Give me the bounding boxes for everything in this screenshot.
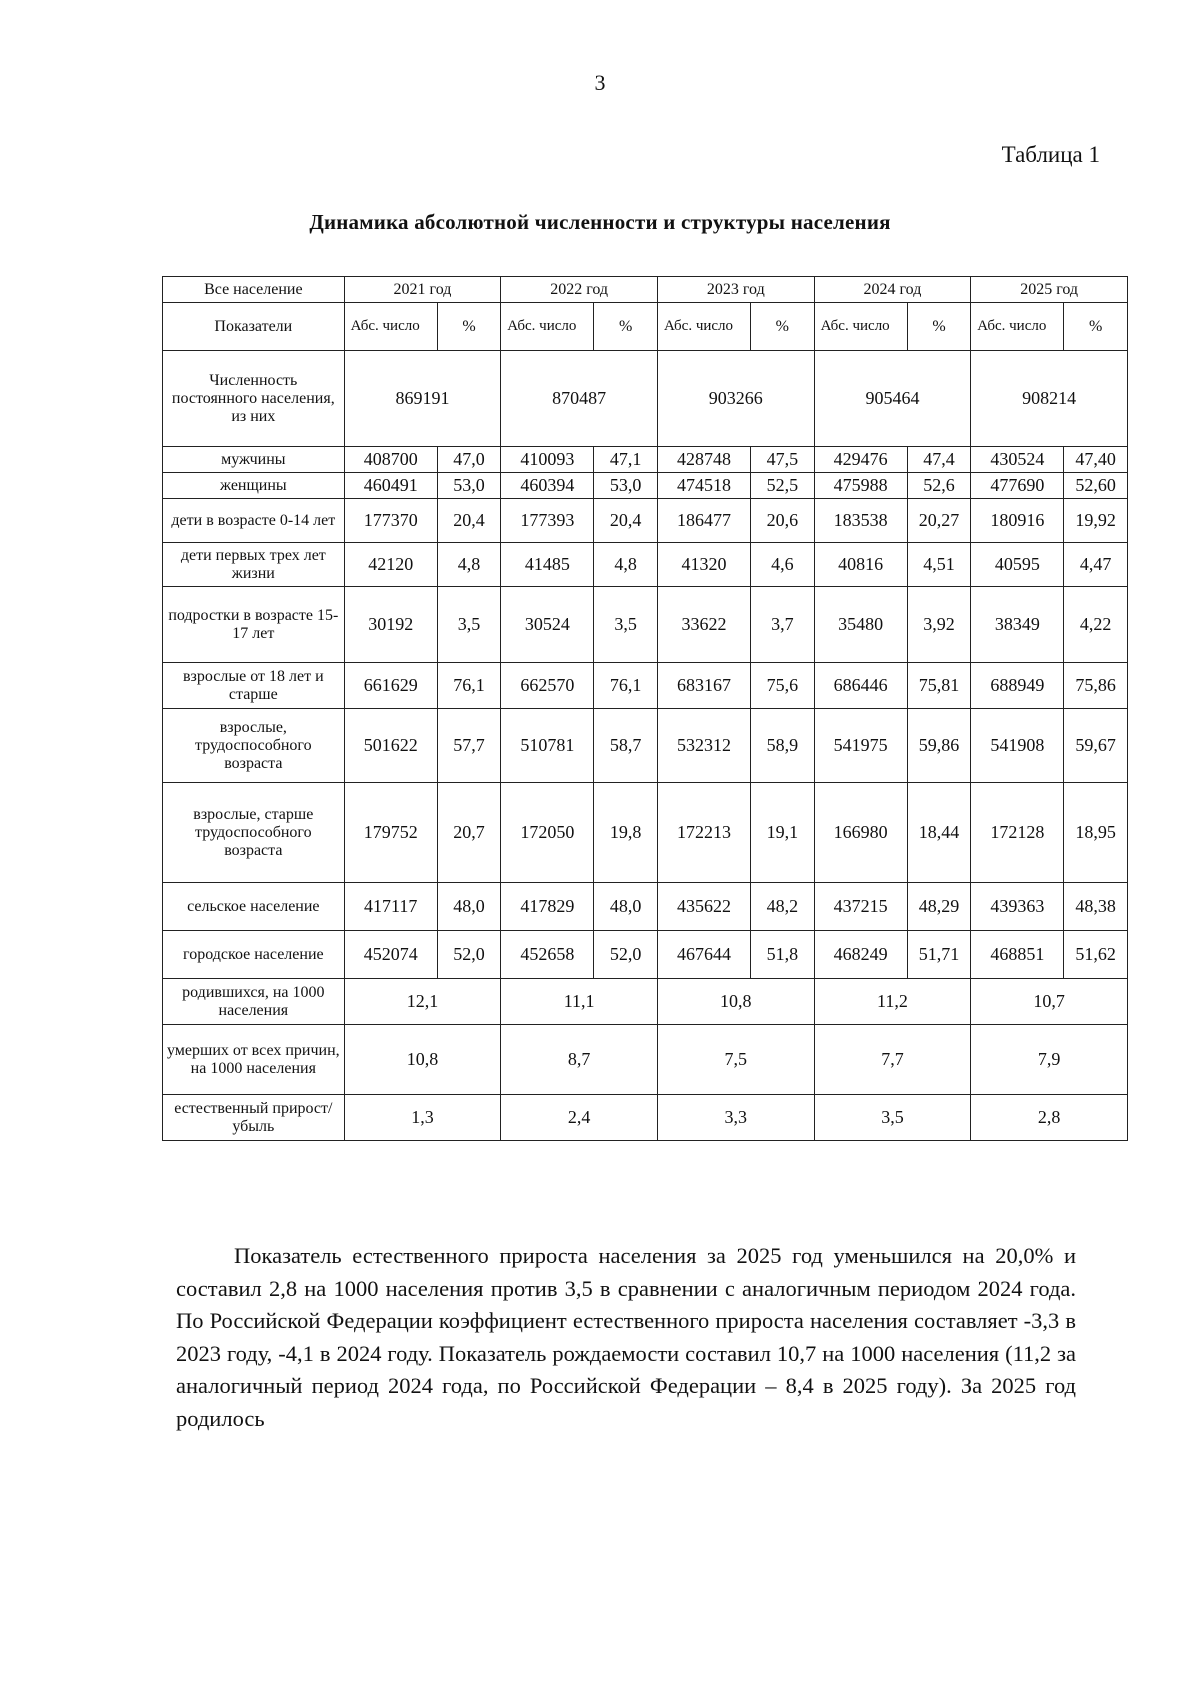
merged-value-cell: 905464	[814, 351, 971, 447]
abs-value-cell: 452074	[344, 931, 437, 979]
table-row	[163, 979, 1128, 1025]
abs-value-cell: 467644	[657, 931, 750, 979]
table-row	[163, 473, 1128, 499]
merged-value-cell: 7,9	[971, 1025, 1128, 1095]
year-header: 2021 год	[344, 277, 501, 303]
row-label: родившихся, на 1000 населения	[163, 979, 345, 1025]
abs-value-cell: 662570	[501, 663, 594, 709]
pct-value-cell: 59,86	[907, 709, 971, 783]
pct-header: %	[1064, 303, 1128, 351]
pct-value-cell: 4,6	[751, 543, 815, 587]
pct-value-cell: 48,0	[437, 883, 501, 931]
year-header: 2025 год	[971, 277, 1128, 303]
abs-value-cell: 661629	[344, 663, 437, 709]
pct-value-cell: 58,7	[594, 709, 658, 783]
abs-value-cell: 686446	[814, 663, 907, 709]
abs-value-cell: 468851	[971, 931, 1064, 979]
table-row	[163, 931, 1128, 979]
pct-value-cell: 57,7	[437, 709, 501, 783]
merged-value-cell: 903266	[657, 351, 814, 447]
abs-value-cell: 183538	[814, 499, 907, 543]
row-label: женщины	[163, 473, 345, 499]
table-row	[163, 783, 1128, 883]
population-table	[162, 276, 1128, 1141]
merged-value-cell: 2,4	[501, 1095, 658, 1141]
row-label: умерших от всех причин, на 1000 населения	[163, 1025, 345, 1095]
table-row	[163, 587, 1128, 663]
abs-value-cell: 541975	[814, 709, 907, 783]
pct-value-cell: 47,40	[1064, 447, 1128, 473]
abs-value-cell: 437215	[814, 883, 907, 931]
row-label: сельское население	[163, 883, 345, 931]
abs-value-cell: 501622	[344, 709, 437, 783]
row-label: мужчины	[163, 447, 345, 473]
pct-value-cell: 19,1	[751, 783, 815, 883]
row-label: подростки в возрасте 15-17 лет	[163, 587, 345, 663]
pct-value-cell: 3,7	[751, 587, 815, 663]
pct-value-cell: 48,2	[751, 883, 815, 931]
abs-value-cell: 41320	[657, 543, 750, 587]
pct-value-cell: 76,1	[437, 663, 501, 709]
merged-value-cell: 3,3	[657, 1095, 814, 1141]
abs-header: Абс. число	[971, 303, 1064, 351]
pct-value-cell: 4,51	[907, 543, 971, 587]
pct-value-cell: 75,6	[751, 663, 815, 709]
pct-value-cell: 51,71	[907, 931, 971, 979]
table-row	[163, 1025, 1128, 1095]
table-row	[163, 543, 1128, 587]
abs-value-cell: 42120	[344, 543, 437, 587]
abs-value-cell: 40816	[814, 543, 907, 587]
pct-value-cell: 52,0	[437, 931, 501, 979]
row-label: взрослые, трудоспособного возраста	[163, 709, 345, 783]
pct-value-cell: 53,0	[437, 473, 501, 499]
pct-value-cell: 18,95	[1064, 783, 1128, 883]
pct-value-cell: 20,7	[437, 783, 501, 883]
abs-value-cell: 460491	[344, 473, 437, 499]
abs-value-cell: 186477	[657, 499, 750, 543]
abs-value-cell: 410093	[501, 447, 594, 473]
pct-value-cell: 19,92	[1064, 499, 1128, 543]
abs-value-cell: 172128	[971, 783, 1064, 883]
abs-value-cell: 477690	[971, 473, 1064, 499]
page-number: 3	[594, 70, 606, 95]
row-label: дети первых трех лет жизни	[163, 543, 345, 587]
row-label: городское население	[163, 931, 345, 979]
row-label: Численность постоянного населения, из них	[163, 351, 345, 447]
pct-value-cell: 4,8	[594, 543, 658, 587]
merged-value-cell: 11,1	[501, 979, 658, 1025]
table-row	[163, 883, 1128, 931]
abs-value-cell: 35480	[814, 587, 907, 663]
abs-value-cell: 541908	[971, 709, 1064, 783]
body-paragraph: Показатель естественного прироста населения за 2025 год уменьшился на 20,0% и составил 2,8 на 1000 населения против 3,5 в сравнении с аналогичным периодом 2024 года. По Российской Федерации коэффициент естественного прироста населения составляет -3,3 в 2023 году, -4,1 в 2024 году. Показатель рождаемости составил 10,7 на 1000 населения (11,2 за аналогичный период 2024 года, по Российской Федерации – 8,4 в 2025 году). За 2025 год родилось	[176, 1243, 1076, 1431]
abs-value-cell: 177370	[344, 499, 437, 543]
year-header: 2024 год	[814, 277, 971, 303]
pct-value-cell: 52,60	[1064, 473, 1128, 499]
row-label: дети в возрасте 0-14 лет	[163, 499, 345, 543]
merged-value-cell: 7,5	[657, 1025, 814, 1095]
pct-value-cell: 75,86	[1064, 663, 1128, 709]
pct-value-cell: 51,8	[751, 931, 815, 979]
pct-value-cell: 59,67	[1064, 709, 1128, 783]
pct-header: %	[437, 303, 501, 351]
merged-value-cell: 8,7	[501, 1025, 658, 1095]
table-body	[163, 351, 1128, 1141]
pct-value-cell: 4,47	[1064, 543, 1128, 587]
abs-header: Абс. число	[344, 303, 437, 351]
pct-value-cell: 48,38	[1064, 883, 1128, 931]
table-row	[163, 499, 1128, 543]
abs-value-cell: 41485	[501, 543, 594, 587]
merged-value-cell: 3,5	[814, 1095, 971, 1141]
abs-header: Абс. число	[814, 303, 907, 351]
merged-value-cell: 1,3	[344, 1095, 501, 1141]
merged-value-cell: 10,7	[971, 979, 1128, 1025]
pct-value-cell: 19,8	[594, 783, 658, 883]
pct-value-cell: 48,29	[907, 883, 971, 931]
abs-header: Абс. число	[501, 303, 594, 351]
merged-value-cell: 7,7	[814, 1025, 971, 1095]
abs-value-cell: 408700	[344, 447, 437, 473]
abs-value-cell: 30192	[344, 587, 437, 663]
table-row	[163, 447, 1128, 473]
abs-value-cell: 166980	[814, 783, 907, 883]
abs-value-cell: 683167	[657, 663, 750, 709]
abs-value-cell: 179752	[344, 783, 437, 883]
pct-header: %	[594, 303, 658, 351]
pct-value-cell: 20,6	[751, 499, 815, 543]
indicator-label: Показатели	[163, 303, 345, 351]
merged-value-cell: 12,1	[344, 979, 501, 1025]
abs-value-cell: 460394	[501, 473, 594, 499]
abs-value-cell: 40595	[971, 543, 1064, 587]
pct-value-cell: 20,4	[437, 499, 501, 543]
abs-header: Абс. число	[657, 303, 750, 351]
pct-value-cell: 3,5	[437, 587, 501, 663]
table-row	[163, 1095, 1128, 1141]
pct-value-cell: 52,0	[594, 931, 658, 979]
merged-value-cell: 10,8	[344, 1025, 501, 1095]
year-header: 2023 год	[657, 277, 814, 303]
pct-value-cell: 52,6	[907, 473, 971, 499]
abs-value-cell: 417117	[344, 883, 437, 931]
pct-value-cell: 4,8	[437, 543, 501, 587]
pct-value-cell: 20,4	[594, 499, 658, 543]
pct-value-cell: 47,5	[751, 447, 815, 473]
abs-value-cell: 177393	[501, 499, 594, 543]
pct-value-cell: 3,5	[594, 587, 658, 663]
pct-value-cell: 20,27	[907, 499, 971, 543]
abs-value-cell: 429476	[814, 447, 907, 473]
merged-value-cell: 869191	[344, 351, 501, 447]
abs-value-cell: 435622	[657, 883, 750, 931]
abs-value-cell: 33622	[657, 587, 750, 663]
row-label: взрослые, старше трудоспособного возраста	[163, 783, 345, 883]
year-header: 2022 год	[501, 277, 658, 303]
abs-value-cell: 417829	[501, 883, 594, 931]
pct-value-cell: 53,0	[594, 473, 658, 499]
abs-value-cell: 180916	[971, 499, 1064, 543]
abs-value-cell: 428748	[657, 447, 750, 473]
pct-value-cell: 51,62	[1064, 931, 1128, 979]
pct-value-cell: 75,81	[907, 663, 971, 709]
merged-value-cell: 10,8	[657, 979, 814, 1025]
abs-value-cell: 30524	[501, 587, 594, 663]
pct-value-cell: 47,4	[907, 447, 971, 473]
merged-value-cell: 11,2	[814, 979, 971, 1025]
row-label: естественный прирост/убыль	[163, 1095, 345, 1141]
abs-value-cell: 430524	[971, 447, 1064, 473]
pct-value-cell: 47,0	[437, 447, 501, 473]
abs-value-cell: 468249	[814, 931, 907, 979]
merged-value-cell: 2,8	[971, 1095, 1128, 1141]
merged-value-cell: 870487	[501, 351, 658, 447]
corner-label: Все население	[163, 277, 345, 303]
abs-value-cell: 474518	[657, 473, 750, 499]
merged-value-cell: 908214	[971, 351, 1128, 447]
pct-value-cell: 58,9	[751, 709, 815, 783]
abs-value-cell: 172213	[657, 783, 750, 883]
abs-value-cell: 172050	[501, 783, 594, 883]
abs-value-cell: 439363	[971, 883, 1064, 931]
abs-value-cell: 38349	[971, 587, 1064, 663]
abs-value-cell: 452658	[501, 931, 594, 979]
subheader-row	[163, 303, 1128, 351]
pct-value-cell: 18,44	[907, 783, 971, 883]
abs-value-cell: 475988	[814, 473, 907, 499]
table-title: Динамика абсолютной численности и структуры населения	[309, 210, 891, 234]
pct-header: %	[907, 303, 971, 351]
pct-value-cell: 47,1	[594, 447, 658, 473]
table-caption: Таблица 1	[1001, 142, 1100, 167]
table-row	[163, 663, 1128, 709]
table-row	[163, 709, 1128, 783]
pct-header: %	[751, 303, 815, 351]
pct-value-cell: 3,92	[907, 587, 971, 663]
abs-value-cell: 688949	[971, 663, 1064, 709]
pct-value-cell: 52,5	[751, 473, 815, 499]
pct-value-cell: 76,1	[594, 663, 658, 709]
abs-value-cell: 510781	[501, 709, 594, 783]
pct-value-cell: 4,22	[1064, 587, 1128, 663]
row-label: взрослые от 18 лет и старше	[163, 663, 345, 709]
pct-value-cell: 48,0	[594, 883, 658, 931]
year-header-row	[163, 277, 1128, 303]
table-row	[163, 351, 1128, 447]
abs-value-cell: 532312	[657, 709, 750, 783]
